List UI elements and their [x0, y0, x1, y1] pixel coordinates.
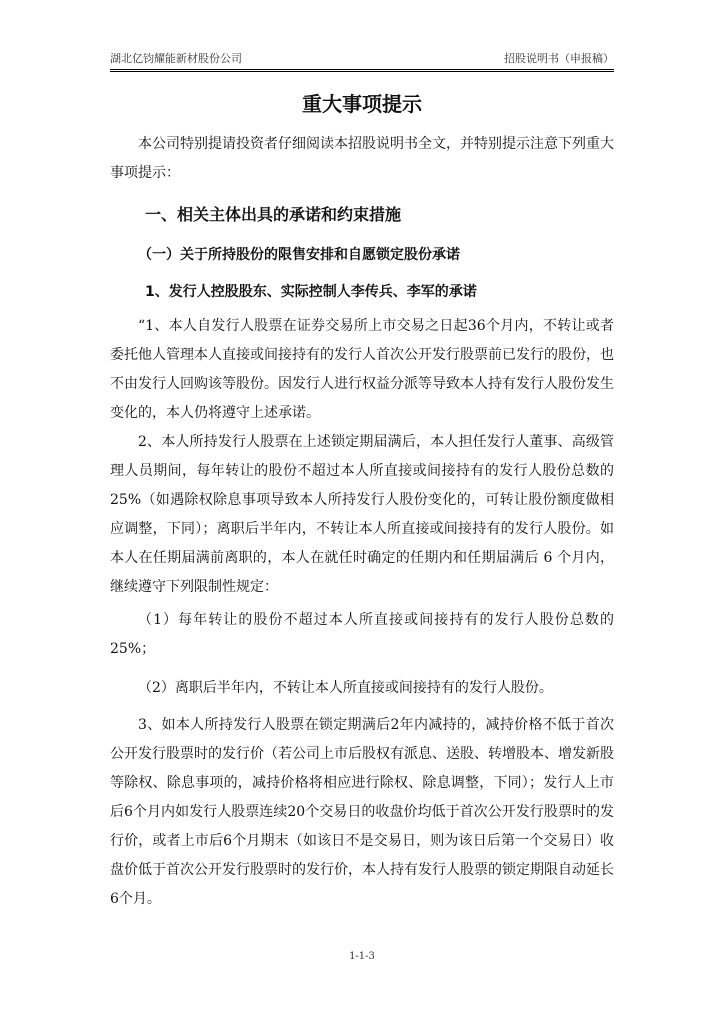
paragraph-5: 3、如本人所持发行人股票在锁定期满后2年内减持的，减持价格不低于首次公开发行股票时的发行价（若公司上市后股权有派息、送股、转增股本、增发新股等除权、除息事项的，减持价格将相应进行除权、除息调整，下同）；发行人上市后6个月内如发行人股票连续20个交易日的收盘价均低于首次公开发行股票时的发行价，或者上市后6个月期末（如该日不是交易日，则为该日后第一个交易日）收盘价低于首次公开发行股票时的发行价，本人持有发行人股票的锁定期限自动延长6个月。	[110, 717, 614, 907]
paragraph-2-block	[110, 428, 614, 602]
paragraph-3-block	[110, 606, 614, 664]
intro-block	[110, 130, 614, 188]
intro-paragraph: 本公司特别提请投资者仔细阅读本招股说明书全文，并特别提示注意下列重大事项提示：	[110, 136, 614, 181]
section-heading: 一、相关主体出具的承诺和约束措施	[145, 205, 402, 224]
header-rule	[110, 69, 614, 70]
paragraph-4-block	[110, 674, 614, 703]
paragraph-3: （1）每年转让的股份不超过本人所直接或间接持有的发行人股份总数的25%；	[110, 612, 614, 657]
page-title: 重大事项提示	[302, 92, 422, 116]
paragraph-2: 2、本人所持发行人股票在上述锁定期届满后，本人担任发行人董事、高级管理人员期间，每年转让的股份不超过本人所直接或间接持有的发行人股份总数的25%（如遇除权除息事项导致本人所持发行人股份变化的，可转让股份额度做相应调整，下同）；离职后半年内，不转让本人所直接或间接持有的发行人股份。如本人在任期届满前离职的，本人在就任时确定的任期内和任期届满后 6 个月内，继续遵守下列限制性规定：	[110, 434, 614, 595]
paragraph-5-block	[110, 711, 614, 914]
header-document-type: 招股说明书（申报稿）	[504, 52, 614, 65]
page-header	[110, 50, 614, 68]
paragraph-1: “1、本人自发行人股票在证券交易所上市交易之日起36个月内，不转让或者委托他人管理本人直接或间接持有的发行人首次公开发行股票前已发行的股份，也不由发行人回购该等股份。因发行人进行权益分派等导致本人持有发行人股份发生变化的，本人仍将遵守上述承诺。	[110, 318, 614, 421]
paragraph-1-block	[110, 312, 614, 428]
page-number: 1-1-3	[349, 951, 375, 962]
subsection-heading: （一）关于所持股份的限售安排和自愿锁定股份承诺	[138, 247, 460, 263]
paragraph-4: （2）离职后半年内，不转让本人所直接或间接持有的发行人股份。	[138, 680, 553, 696]
header-rule-double	[110, 71, 614, 72]
item-heading: 1、发行人控股股东、实际控制人李传兵、李军的承诺	[145, 284, 477, 300]
header-company-name: 湖北亿钧耀能新材股份公司	[110, 52, 242, 65]
